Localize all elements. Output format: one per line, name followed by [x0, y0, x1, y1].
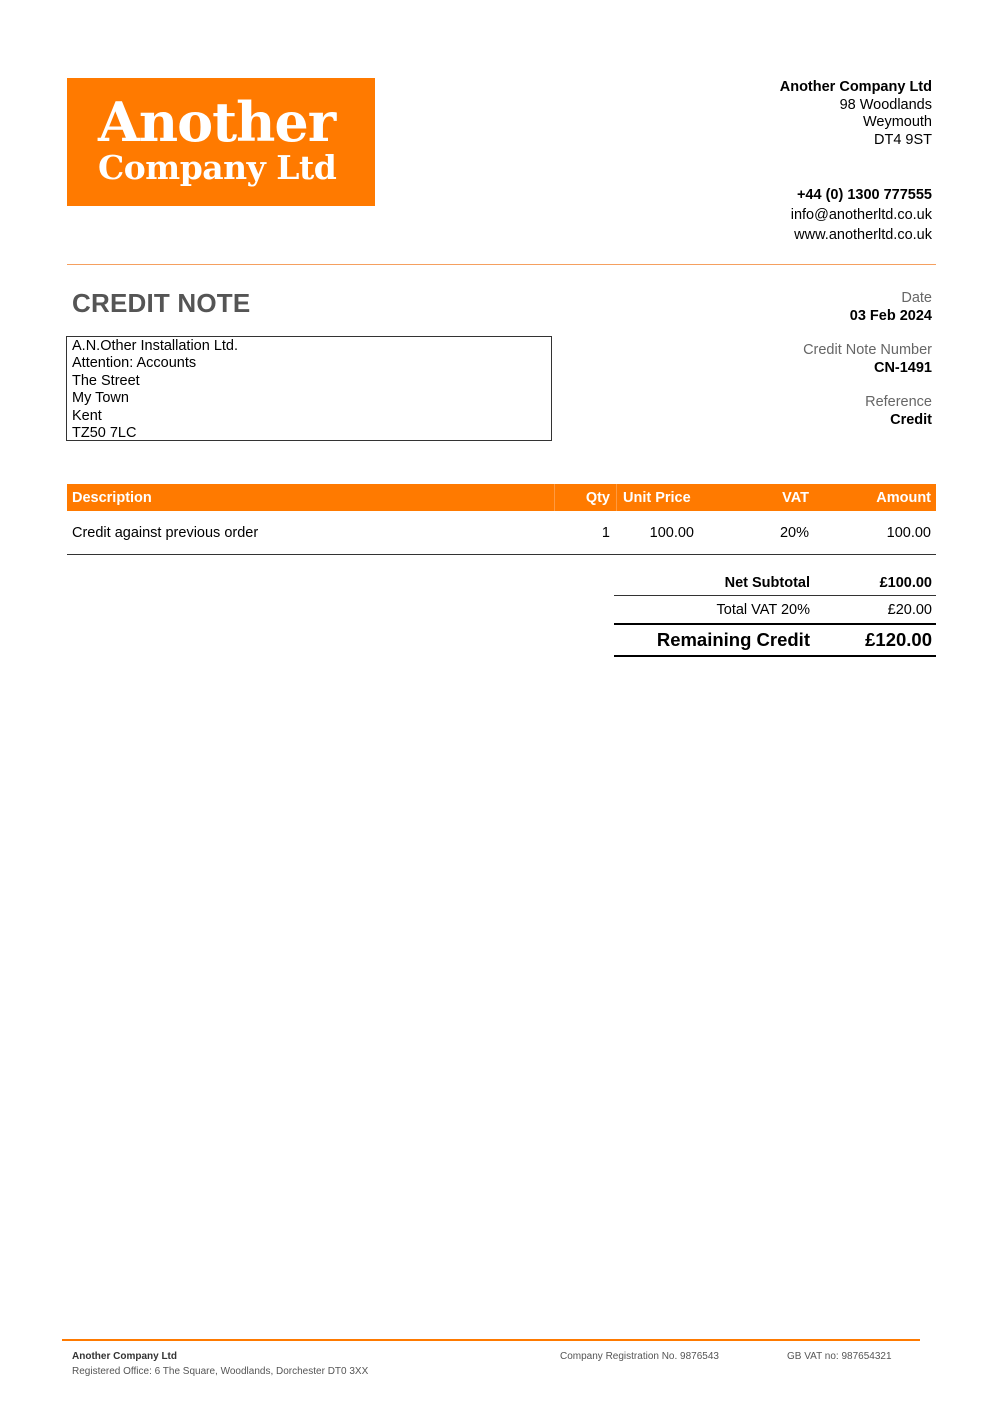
header-qty: Qty — [585, 490, 610, 506]
footer-registration: Company Registration No. 9876543 — [560, 1351, 719, 1362]
row-vat: 20% — [779, 525, 809, 541]
totals-block — [614, 572, 936, 657]
company-contact — [791, 185, 932, 245]
remaining-credit-label: Remaining Credit — [656, 629, 810, 650]
customer-address-line: Kent — [72, 407, 102, 424]
row-qty: 1 — [601, 525, 610, 541]
header-unit-price: Unit Price — [623, 490, 691, 506]
customer-address-line: A.N.Other Installation Ltd. — [72, 338, 239, 354]
items-table-header — [67, 484, 936, 511]
credit-note-number-label: Credit Note Number — [803, 342, 932, 358]
customer-address-line: TZ50 7LC — [72, 425, 137, 442]
net-subtotal-label: Net Subtotal — [724, 575, 810, 591]
header-description: Description — [72, 490, 152, 506]
customer-address-line: The Street — [72, 372, 140, 389]
total-vat-row — [614, 596, 936, 625]
header-divider — [554, 484, 555, 511]
footer-registered-office: Registered Office: 6 The Square, Woodlands, Dorchester DT0 3XX — [72, 1366, 369, 1377]
date-meta — [850, 289, 932, 325]
company-phone: +44 (0) 1300 777555 — [796, 187, 932, 203]
row-description: Credit against previous order — [72, 525, 259, 541]
customer-address-box — [66, 336, 552, 441]
credit-note-number-value: CN-1491 — [873, 360, 932, 376]
table-row — [67, 518, 936, 555]
footer-company-name: Another Company Ltd — [72, 1351, 177, 1362]
company-address-line: Weymouth — [862, 114, 932, 130]
number-meta — [803, 341, 932, 377]
remaining-credit-value: £120.00 — [865, 629, 932, 650]
total-vat-value: £20.00 — [887, 602, 932, 618]
header-divider — [616, 484, 617, 511]
document-title: CREDIT NOTE — [72, 288, 251, 318]
date-label: Date — [901, 290, 932, 306]
remaining-credit-row — [614, 625, 936, 657]
company-address — [780, 79, 932, 149]
header-amount: Amount — [876, 490, 931, 506]
header-vat: VAT — [782, 490, 809, 506]
net-subtotal-row — [614, 572, 936, 596]
total-vat-label: Total VAT 20% — [716, 602, 810, 618]
company-website[interactable]: www.anotherltd.co.uk — [794, 227, 932, 243]
logo-line-1: Another — [98, 90, 336, 154]
company-address-line: DT4 9ST — [873, 131, 932, 148]
company-address-line: 98 Woodlands — [839, 96, 932, 113]
company-email[interactable]: info@anotherltd.co.uk — [790, 207, 932, 223]
logo-line-2: Company Ltd — [98, 148, 337, 187]
footer-divider — [62, 1339, 920, 1341]
row-unit-price: 100.00 — [649, 525, 694, 541]
header-divider — [67, 264, 936, 265]
customer-address-line: My Town — [72, 390, 129, 407]
date-value: 03 Feb 2024 — [849, 308, 932, 324]
footer-vat-number: GB VAT no: 987654321 — [787, 1351, 892, 1362]
company-logo — [67, 78, 375, 206]
customer-address-line: Attention: Accounts — [72, 355, 197, 372]
net-subtotal-value: £100.00 — [879, 575, 932, 591]
row-amount: 100.00 — [886, 525, 931, 541]
reference-label: Reference — [865, 394, 932, 410]
company-name: Another Company Ltd — [779, 79, 932, 95]
reference-value: Credit — [890, 412, 932, 428]
reference-meta — [865, 393, 932, 429]
footer-company — [72, 1349, 368, 1379]
